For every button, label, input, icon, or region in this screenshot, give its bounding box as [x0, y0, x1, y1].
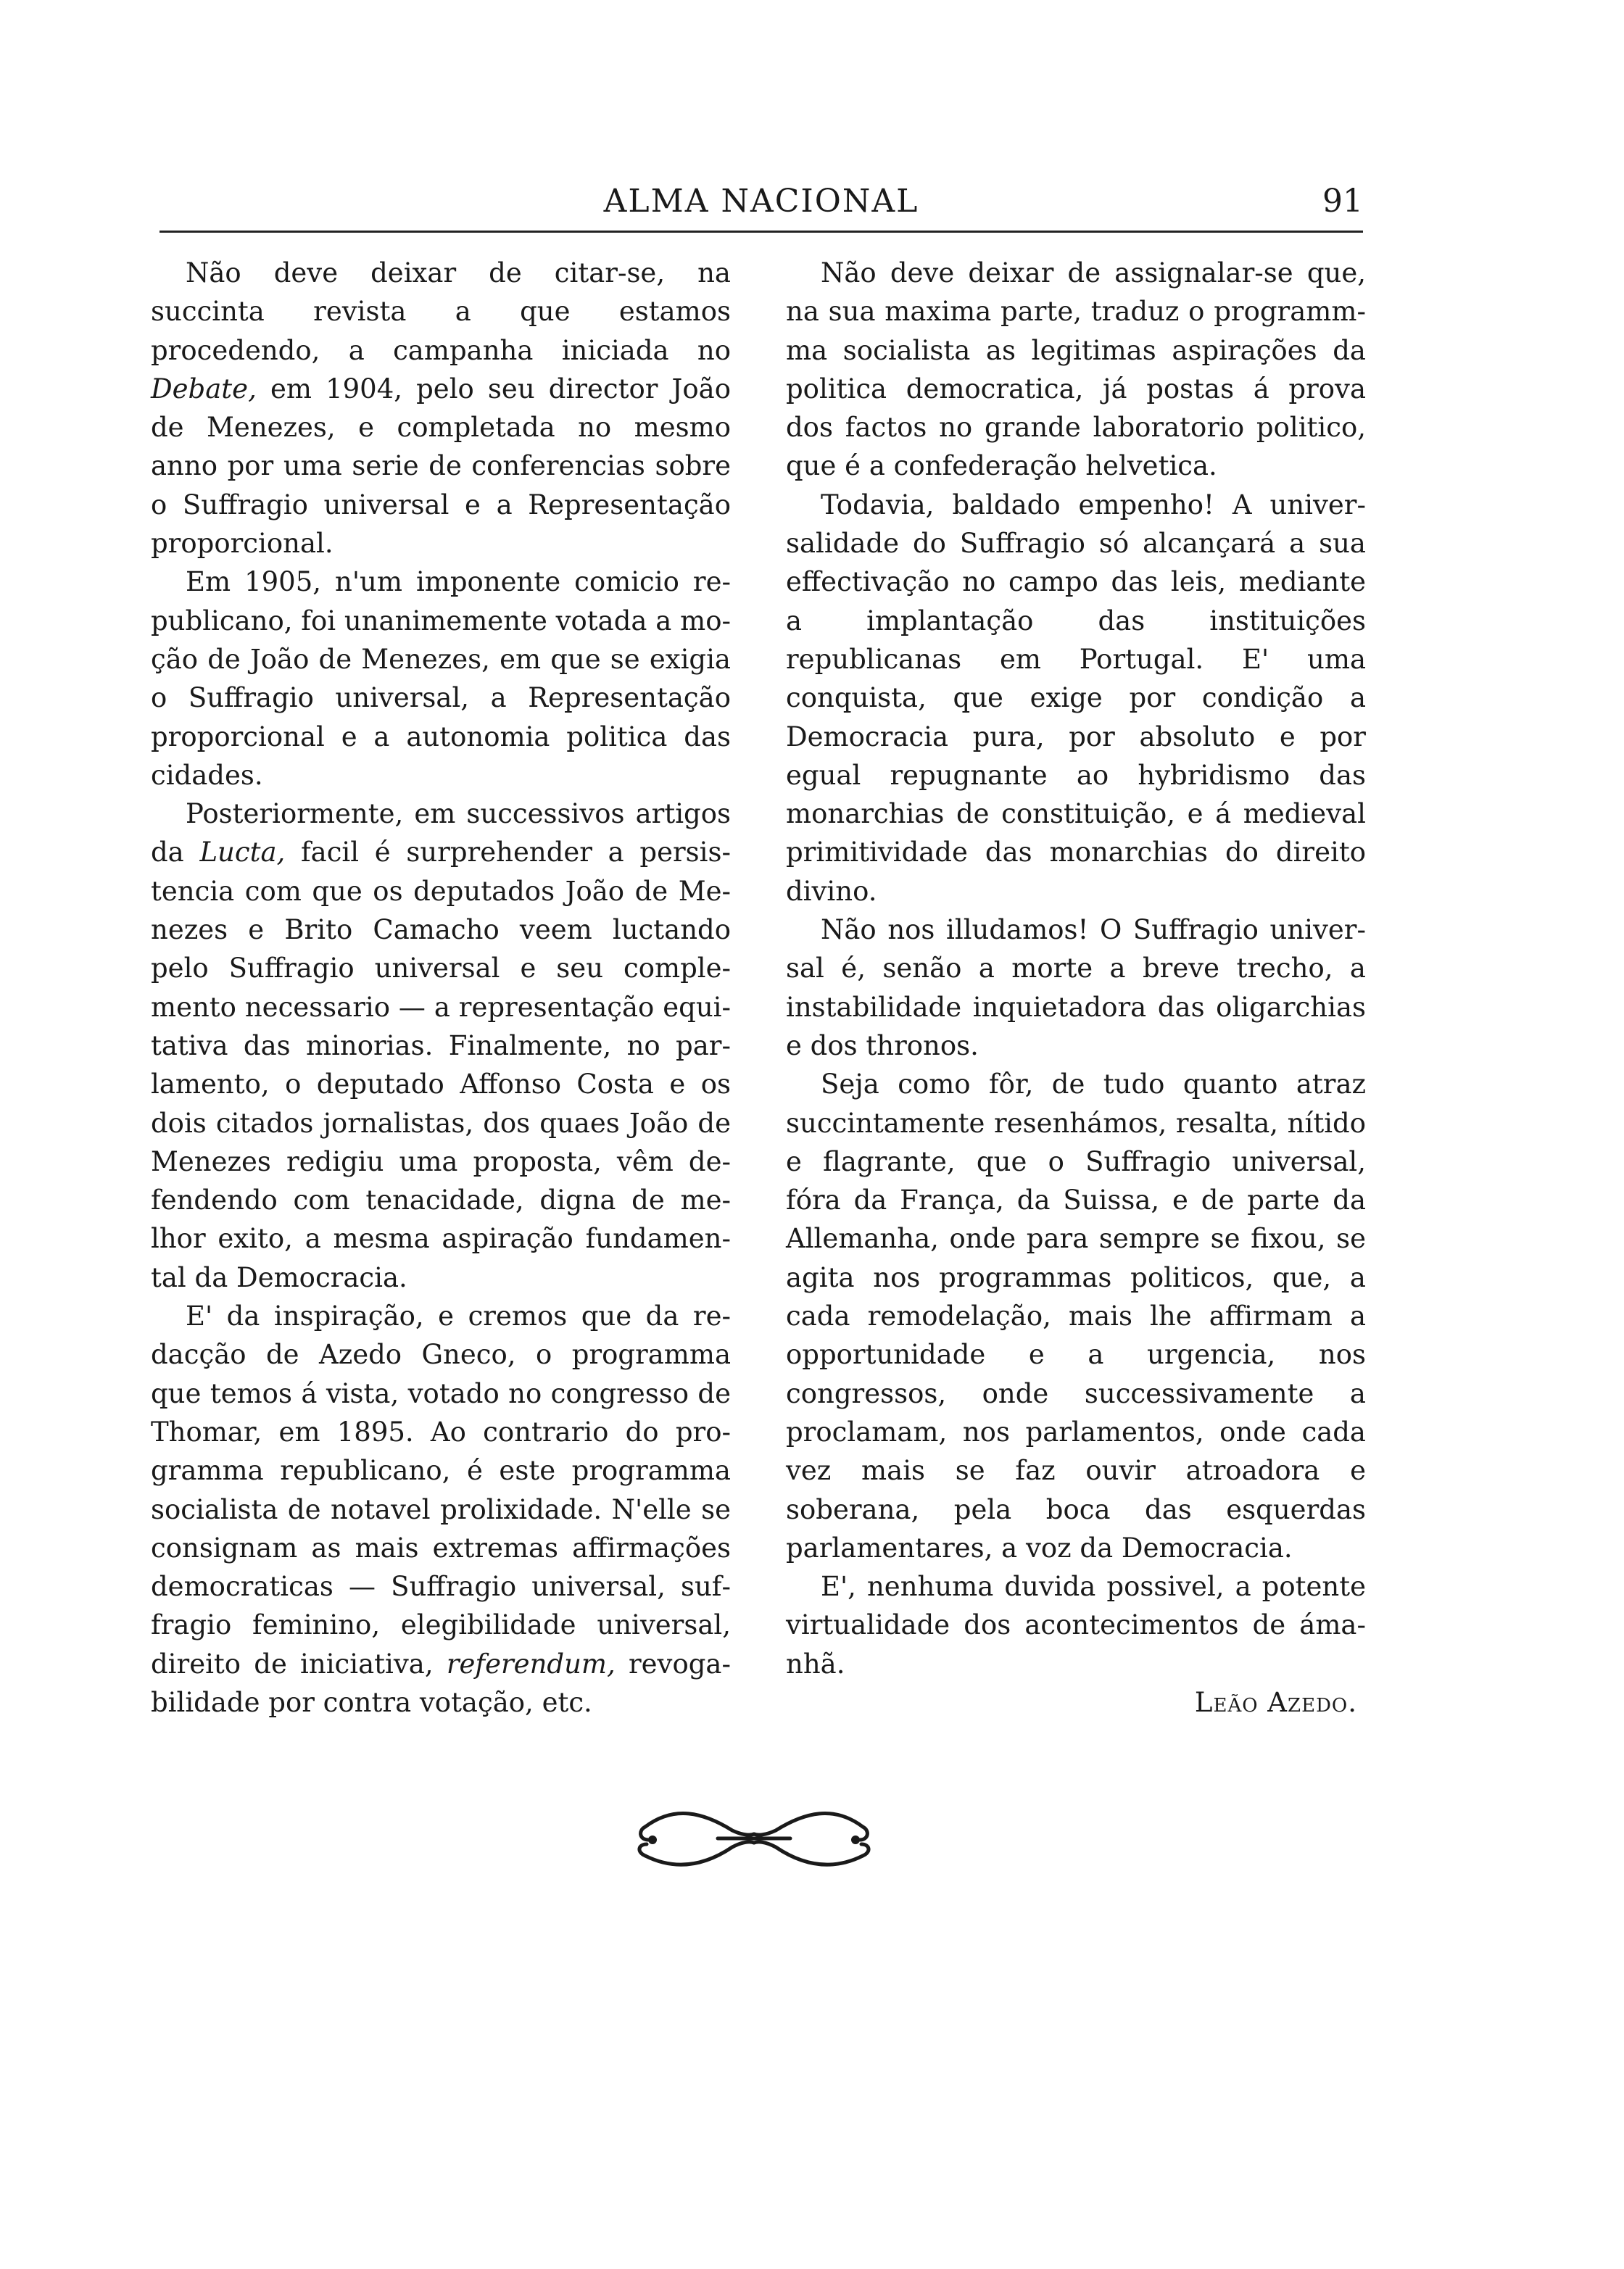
paragraph: E', nenhuma duvida possivel, a potente virtualidade dos acontecimentos de ámanhã.	[786, 1571, 1366, 1680]
paragraph: Não deve deixar de assignalar-se que, na sua maxima parte, traduz o programmma socialista as legitimas aspirações da politica democratica, já postas á prova dos factos no grande laboratorio politico, que é a confederação helvetica.	[786, 257, 1366, 482]
right-column	[786, 254, 1366, 1722]
paragraph-text: Não deve deixar de citar-se, na succinta revista a que estamos procedendo, a campanha iniciada no	[151, 257, 731, 366]
author-signature: Leão Azedo.	[1194, 1686, 1357, 1718]
page-number: 91	[1322, 183, 1363, 220]
paragraph	[151, 795, 731, 1297]
italic-term: referendum,	[446, 1648, 616, 1680]
italic-title: Debate,	[151, 373, 257, 405]
paragraph: Não nos illudamos! O Suffragio universal é, senão a morte a breve trecho, a instabilidade inquietadora das oligarchias e dos thronos.	[786, 914, 1366, 1061]
italic-title: Lucta,	[199, 837, 286, 868]
running-title: ALMA NACIONAL	[603, 183, 919, 220]
paragraph-text: E' da inspiração, e cremos que da redacção de Azedo Gneco, o programma que temos á vista, votado no congresso de Thomar, em 1895. Ao contrario do programma republicano, é este programma socialista de notavel prolixidade. N'elle se consignam as mais extremas affirmações democraticas — Suffragio universal, suffragio feminino, elegibilidade universal, direito de iniciativa,	[151, 1301, 731, 1680]
paragraph: Seja como fôr, de tudo quanto atraz succintamente resenhámos, resalta, nítido e flagrante, que o Suffragio universal, fóra da França, da Suissa, e de parte da Allemanha, onde para sempre se fixou, se agita nos programmas politicos, que, a cada remodelação, mais lhe affirmam a opportunidade e a urgencia, nos congressos, onde successivamente a proclamam, nos parlamentos, onde cada vez mais se faz ouvir atroadora e soberana, pela boca das esquerdas parlamentares, a voz da Democracia.	[786, 1069, 1366, 1564]
page-header	[160, 173, 1363, 231]
paragraph-text: facil é surprehender a persistencia com que os deputados João de Menezes e Brito Camacho veem luctando pelo Suffragio universal e seu complemento necessario — a representação equitativa das minorias. Finalmente, no parlamento, o deputado Affonso Costa e os dois citados jornalistas, dos quaes João de Menezes redigiu uma proposta, vêm defendendo com tenacidade, digna de melhor exito, a mesma aspiração fundamental da Democracia.	[151, 837, 731, 1293]
left-column	[151, 254, 731, 1722]
scroll-ornament-icon	[631, 1798, 877, 1878]
paragraph	[151, 254, 731, 563]
paragraph: Em 1905, n'um imponente comicio republicano, foi unanimemente votada a moção de João de Menezes, em que se exigia o Suffragio universal, a Representação proporcional e a autonomia politica das cidades.	[151, 566, 731, 791]
paragraph-text: em 1904, pelo seu director João de Menezes, e completada no mesmo anno por uma serie de conferencias sobre o Suffragio universal e a Representação proporcional.	[151, 373, 731, 560]
paragraph	[151, 1297, 731, 1722]
header-rule	[160, 231, 1363, 233]
paragraph-text: revogabilidade por contra votação, etc.	[151, 1648, 731, 1718]
paragraph-text: Posteriormente, em successivos artigos da	[151, 798, 731, 868]
paragraph: Todavia, baldado empenho! A universalidade do Suffragio só alcançará a sua effectivação no campo das leis, mediante a implantação das instituições republicanas em Portugal. E' uma conquista, que exige por condição a Democracia pura, por absoluto e por egual repugnante ao hybridismo das monarchias de constituição, e á medieval primitividade das monarchias do direito divino.	[786, 489, 1366, 907]
